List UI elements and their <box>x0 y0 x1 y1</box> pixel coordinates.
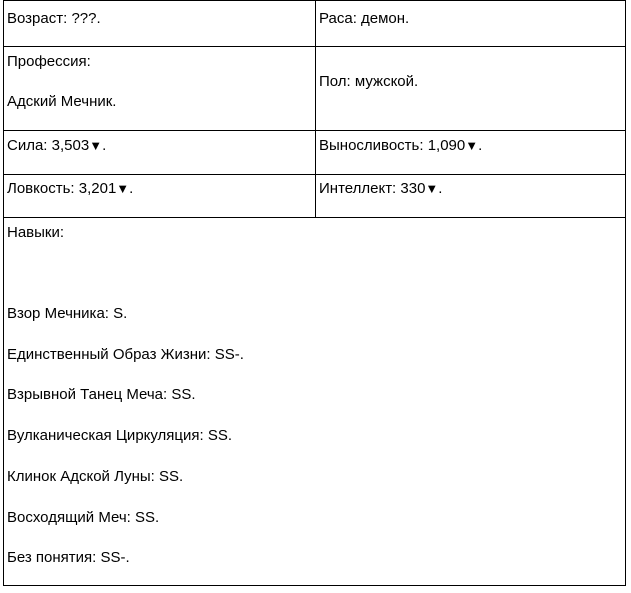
down-triangle-icon: ▼ <box>116 181 130 196</box>
row-agility-intellect <box>4 175 625 218</box>
age-text: Возраст: ???. <box>7 10 101 27</box>
skills-section <box>4 218 625 585</box>
row-strength-endurance <box>4 131 625 175</box>
down-triangle-icon: ▼ <box>465 138 479 153</box>
cell-agility <box>4 175 316 217</box>
endurance-suffix: . <box>478 137 483 154</box>
cell-race <box>316 1 625 46</box>
skill-item: Клинок Адской Луны: SS. <box>7 468 184 485</box>
gender-text: Пол: мужской. <box>319 73 419 90</box>
down-triangle-icon: ▼ <box>89 138 103 153</box>
cell-intellect <box>316 175 625 217</box>
skill-item: Восходящий Меч: SS. <box>7 509 160 526</box>
cell-strength <box>4 131 316 174</box>
character-sheet-table <box>3 0 626 586</box>
row-age-race <box>4 0 625 47</box>
cell-endurance <box>316 131 625 174</box>
profession-value: Адский Мечник. <box>7 93 117 110</box>
endurance-text <box>319 137 482 155</box>
strength-label: Сила: 3,503 <box>7 137 90 154</box>
agility-label: Ловкость: 3,201 <box>7 180 117 197</box>
intellect-suffix: . <box>438 180 443 197</box>
intellect-text <box>319 180 442 198</box>
strength-suffix: . <box>102 137 107 154</box>
race-text: Раса: демон. <box>319 10 410 27</box>
skills-heading: Навыки: <box>7 224 65 241</box>
cell-age <box>4 1 316 46</box>
agility-suffix: . <box>129 180 134 197</box>
skill-item: Без понятия: SS-. <box>7 549 130 566</box>
profession-label: Профессия: <box>7 53 91 70</box>
strength-text <box>7 137 106 155</box>
intellect-label: Интеллект: 330 <box>319 180 426 197</box>
cell-gender <box>316 47 625 130</box>
skill-item: Единственный Образ Жизни: SS-. <box>7 346 244 363</box>
endurance-label: Выносливость: 1,090 <box>319 137 466 154</box>
cell-profession <box>4 47 316 130</box>
skill-item: Взор Мечника: S. <box>7 305 128 322</box>
row-profession-gender <box>4 47 625 131</box>
skill-item: Взрывной Танец Меча: SS. <box>7 386 196 403</box>
down-triangle-icon: ▼ <box>425 181 439 196</box>
agility-text <box>7 180 133 198</box>
skill-item: Вулканическая Циркуляция: SS. <box>7 427 233 444</box>
